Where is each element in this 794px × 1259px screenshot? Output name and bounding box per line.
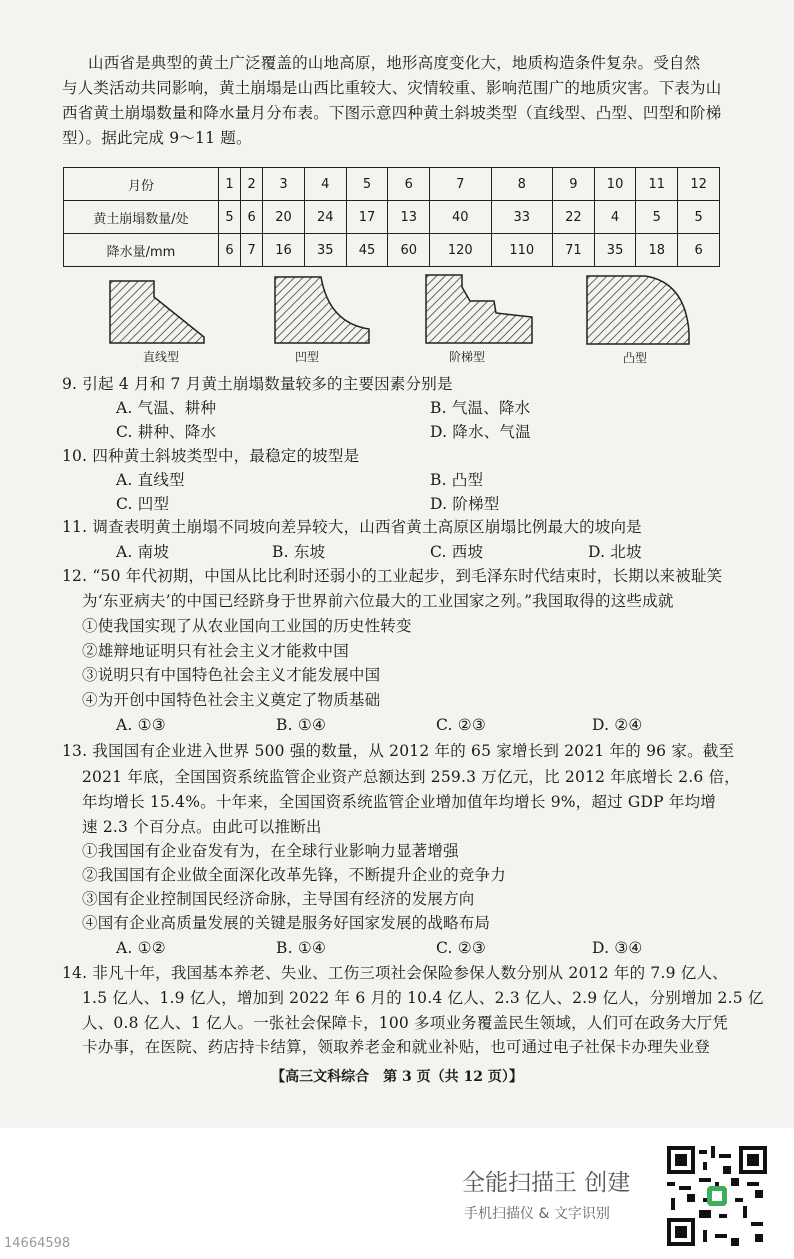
month-cell: 3 <box>263 168 305 201</box>
rainfall-cell: 6 <box>678 234 720 267</box>
q10-option-a: A. 直线型 <box>116 471 185 489</box>
q13-option-a: A. ①② <box>116 939 166 957</box>
qr-code-icon <box>667 1146 767 1246</box>
row-label-month: 月份 <box>64 168 219 201</box>
q11-option-b: B. 东坡 <box>272 543 326 561</box>
rainfall-cell: 7 <box>241 234 263 267</box>
table-row-count <box>64 201 720 234</box>
q10-option-c: C. 凹型 <box>116 495 170 513</box>
rainfall-cell: 6 <box>219 234 241 267</box>
intro-line-2: 与人类活动共同影响，黄土崩塌是山西比重较大、灾情较重、影响范围广的地质灾害。下表为山 <box>62 79 722 97</box>
rainfall-cell: 60 <box>388 234 430 267</box>
q14-stem-line-3: 人、0.8 亿人、1 亿人。一张社会保障卡，100 多项业务覆盖民生领域，人们可在政务大厅凭 <box>82 1014 729 1032</box>
count-cell: 17 <box>346 201 388 234</box>
count-cell: 33 <box>491 201 552 234</box>
q11-option-a: A. 南坡 <box>116 543 170 561</box>
month-cell: 1 <box>219 168 241 201</box>
q12-statement-3: ③说明只有中国特色社会主义才能发展中国 <box>82 666 381 684</box>
row-label-rainfall: 降水量/mm <box>64 234 219 267</box>
count-cell: 5 <box>219 201 241 234</box>
intro-line-1: 山西省是典型的黄土广泛覆盖的山地高原，地形高度变化大，地质构造条件复杂。受自然 <box>88 54 701 72</box>
q13-stem-line-4: 速 2.3 个百分点。由此可以推断出 <box>82 818 322 836</box>
rainfall-cell: 35 <box>304 234 346 267</box>
scanner-tagline: 手机扫描仪 & 文字识别 <box>464 1206 610 1222</box>
table-row-month <box>64 168 720 201</box>
q11-option-c: C. 西坡 <box>430 543 484 561</box>
rainfall-cell: 120 <box>430 234 491 267</box>
q13-statement-1: ①我国国有企业奋发有为，在全球行业影响力显著增强 <box>82 842 459 860</box>
rainfall-cell: 35 <box>594 234 636 267</box>
concave-slope-diagram <box>273 273 373 345</box>
rainfall-cell: 45 <box>346 234 388 267</box>
intro-line-3: 西省黄土崩塌数量和降水量月分布表。下图示意四种黄土斜坡类型（直线型、凸型、凹型和阶梯 <box>62 104 722 122</box>
month-cell: 6 <box>388 168 430 201</box>
q12-stem-line-2: 为‘东亚病夫’的中国已经跻身于世界前六位最大的工业国家之列。”我国取得的这些成就 <box>82 592 674 610</box>
scanner-brand: 全能扫描王 创建 <box>462 1170 631 1196</box>
straight-slope-diagram <box>108 277 208 345</box>
q12-statement-1: ①使我国实现了从农业国向工业国的历史性转变 <box>82 617 412 635</box>
month-cell: 5 <box>346 168 388 201</box>
convex-slope-diagram <box>585 272 693 346</box>
q13-statement-3: ③国有企业控制国民经济命脉，主导国有经济的发展方向 <box>82 890 475 908</box>
q12-statement-2: ②雄辩地证明只有社会主义才能救中国 <box>82 642 349 660</box>
count-cell: 40 <box>430 201 491 234</box>
q12-option-a: A. ①③ <box>116 716 166 734</box>
count-cell: 6 <box>241 201 263 234</box>
intro-line-4: 型）。据此完成 9～11 题。 <box>62 129 252 147</box>
convex-slope-label: 凸型 <box>622 351 647 365</box>
month-cell: 12 <box>678 168 720 201</box>
q14-stem-line-4: 卡办事，在医院、药店持卡结算，领取养老金和就业补贴，也可通过电子社保卡办理失业登 <box>82 1038 711 1056</box>
q9-option-d: D. 降水、气温 <box>430 423 531 441</box>
q13-option-c: C. ②③ <box>436 939 486 957</box>
count-cell: 5 <box>678 201 720 234</box>
q9-stem: 9. 引起 4 月和 7 月黄土崩塌数量较多的主要因素分别是 <box>62 375 453 393</box>
table-row-rainfall <box>64 234 720 267</box>
month-cell: 10 <box>594 168 636 201</box>
q13-stem-line-1: 13. 我国国有企业进入世界 500 强的数量，从 2012 年的 65 家增长到 2021 年的 96 家。截至 <box>62 742 735 760</box>
collapse-rainfall-table <box>63 167 720 267</box>
q12-option-b: B. ①④ <box>276 716 327 734</box>
count-cell: 20 <box>263 201 305 234</box>
q13-statement-4: ④国有企业高质量发展的关键是服务好国家发展的战略布局 <box>82 914 491 932</box>
month-cell: 2 <box>241 168 263 201</box>
document-id: 14664598 <box>4 1236 71 1251</box>
q10-option-b: B. 凸型 <box>430 471 484 489</box>
concave-slope-label: 凹型 <box>294 350 319 364</box>
count-cell: 4 <box>594 201 636 234</box>
rainfall-cell: 71 <box>552 234 594 267</box>
rainfall-cell: 110 <box>491 234 552 267</box>
row-label-count: 黄土崩塌数量/处 <box>64 201 219 234</box>
q10-option-d: D. 阶梯型 <box>430 495 500 513</box>
q14-stem-line-1: 14. 非凡十年，我国基本养老、失业、工伤三项社会保险参保人数分别从 2012 年的 7.9 亿人、 <box>62 964 728 982</box>
q9-option-b: B. 气温、降水 <box>430 399 531 417</box>
q9-option-a: A. 气温、耕种 <box>116 399 217 417</box>
q12-stem-line-1: 12. “50 年代初期，中国从比比利时还弱小的工业起步，到毛泽东时代结束时，长期以来被耻笑 <box>62 567 723 585</box>
q12-option-d: D. ②④ <box>592 716 643 734</box>
q10-stem: 10. 四种黄土斜坡类型中，最稳定的坡型是 <box>62 447 360 465</box>
month-cell: 8 <box>491 168 552 201</box>
q9-option-c: C. 耕种、降水 <box>116 423 217 441</box>
q13-option-d: D. ③④ <box>592 939 643 957</box>
rainfall-cell: 18 <box>636 234 678 267</box>
q12-option-c: C. ②③ <box>436 716 486 734</box>
month-cell: 7 <box>430 168 491 201</box>
month-cell: 11 <box>636 168 678 201</box>
page-footer: 【高三文科综合 第 3 页（共 12 页）】 <box>271 1069 523 1085</box>
q13-option-b: B. ①④ <box>276 939 327 957</box>
q13-statement-2: ②我国国有企业做全面深化改革先锋，不断提升企业的竞争力 <box>82 866 506 884</box>
q13-stem-line-3: 年均增长 15.4%。十年来，全国国资系统监管企业增加值年均增长 9%，超过 GDP 年均增 <box>82 793 716 811</box>
q12-statement-4: ④为开创中国特色社会主义奠定了物质基础 <box>82 691 381 709</box>
q14-stem-line-2: 1.5 亿人、1.9 亿人，增加到 2022 年 6 月的 10.4 亿人、2.3 亿人、2.9 亿人，分别增加 2.5 亿 <box>82 989 764 1007</box>
rainfall-cell: 16 <box>263 234 305 267</box>
count-cell: 5 <box>636 201 678 234</box>
month-cell: 4 <box>304 168 346 201</box>
stepped-slope-label: 阶梯型 <box>448 350 485 364</box>
stepped-slope-diagram <box>424 271 536 345</box>
q13-stem-line-2: 2021 年底，全国国资系统监管企业资产总额达到 259.3 万亿元，比 2012 年底增长 2.6 倍， <box>82 768 741 786</box>
month-cell: 9 <box>552 168 594 201</box>
q11-option-d: D. 北坡 <box>588 543 642 561</box>
count-cell: 22 <box>552 201 594 234</box>
q11-stem: 11. 调查表明黄土崩塌不同坡向差异较大，山西省黄土高原区崩塌比例最大的坡向是 <box>62 518 642 536</box>
count-cell: 24 <box>304 201 346 234</box>
straight-slope-label: 直线型 <box>142 350 179 364</box>
count-cell: 13 <box>388 201 430 234</box>
